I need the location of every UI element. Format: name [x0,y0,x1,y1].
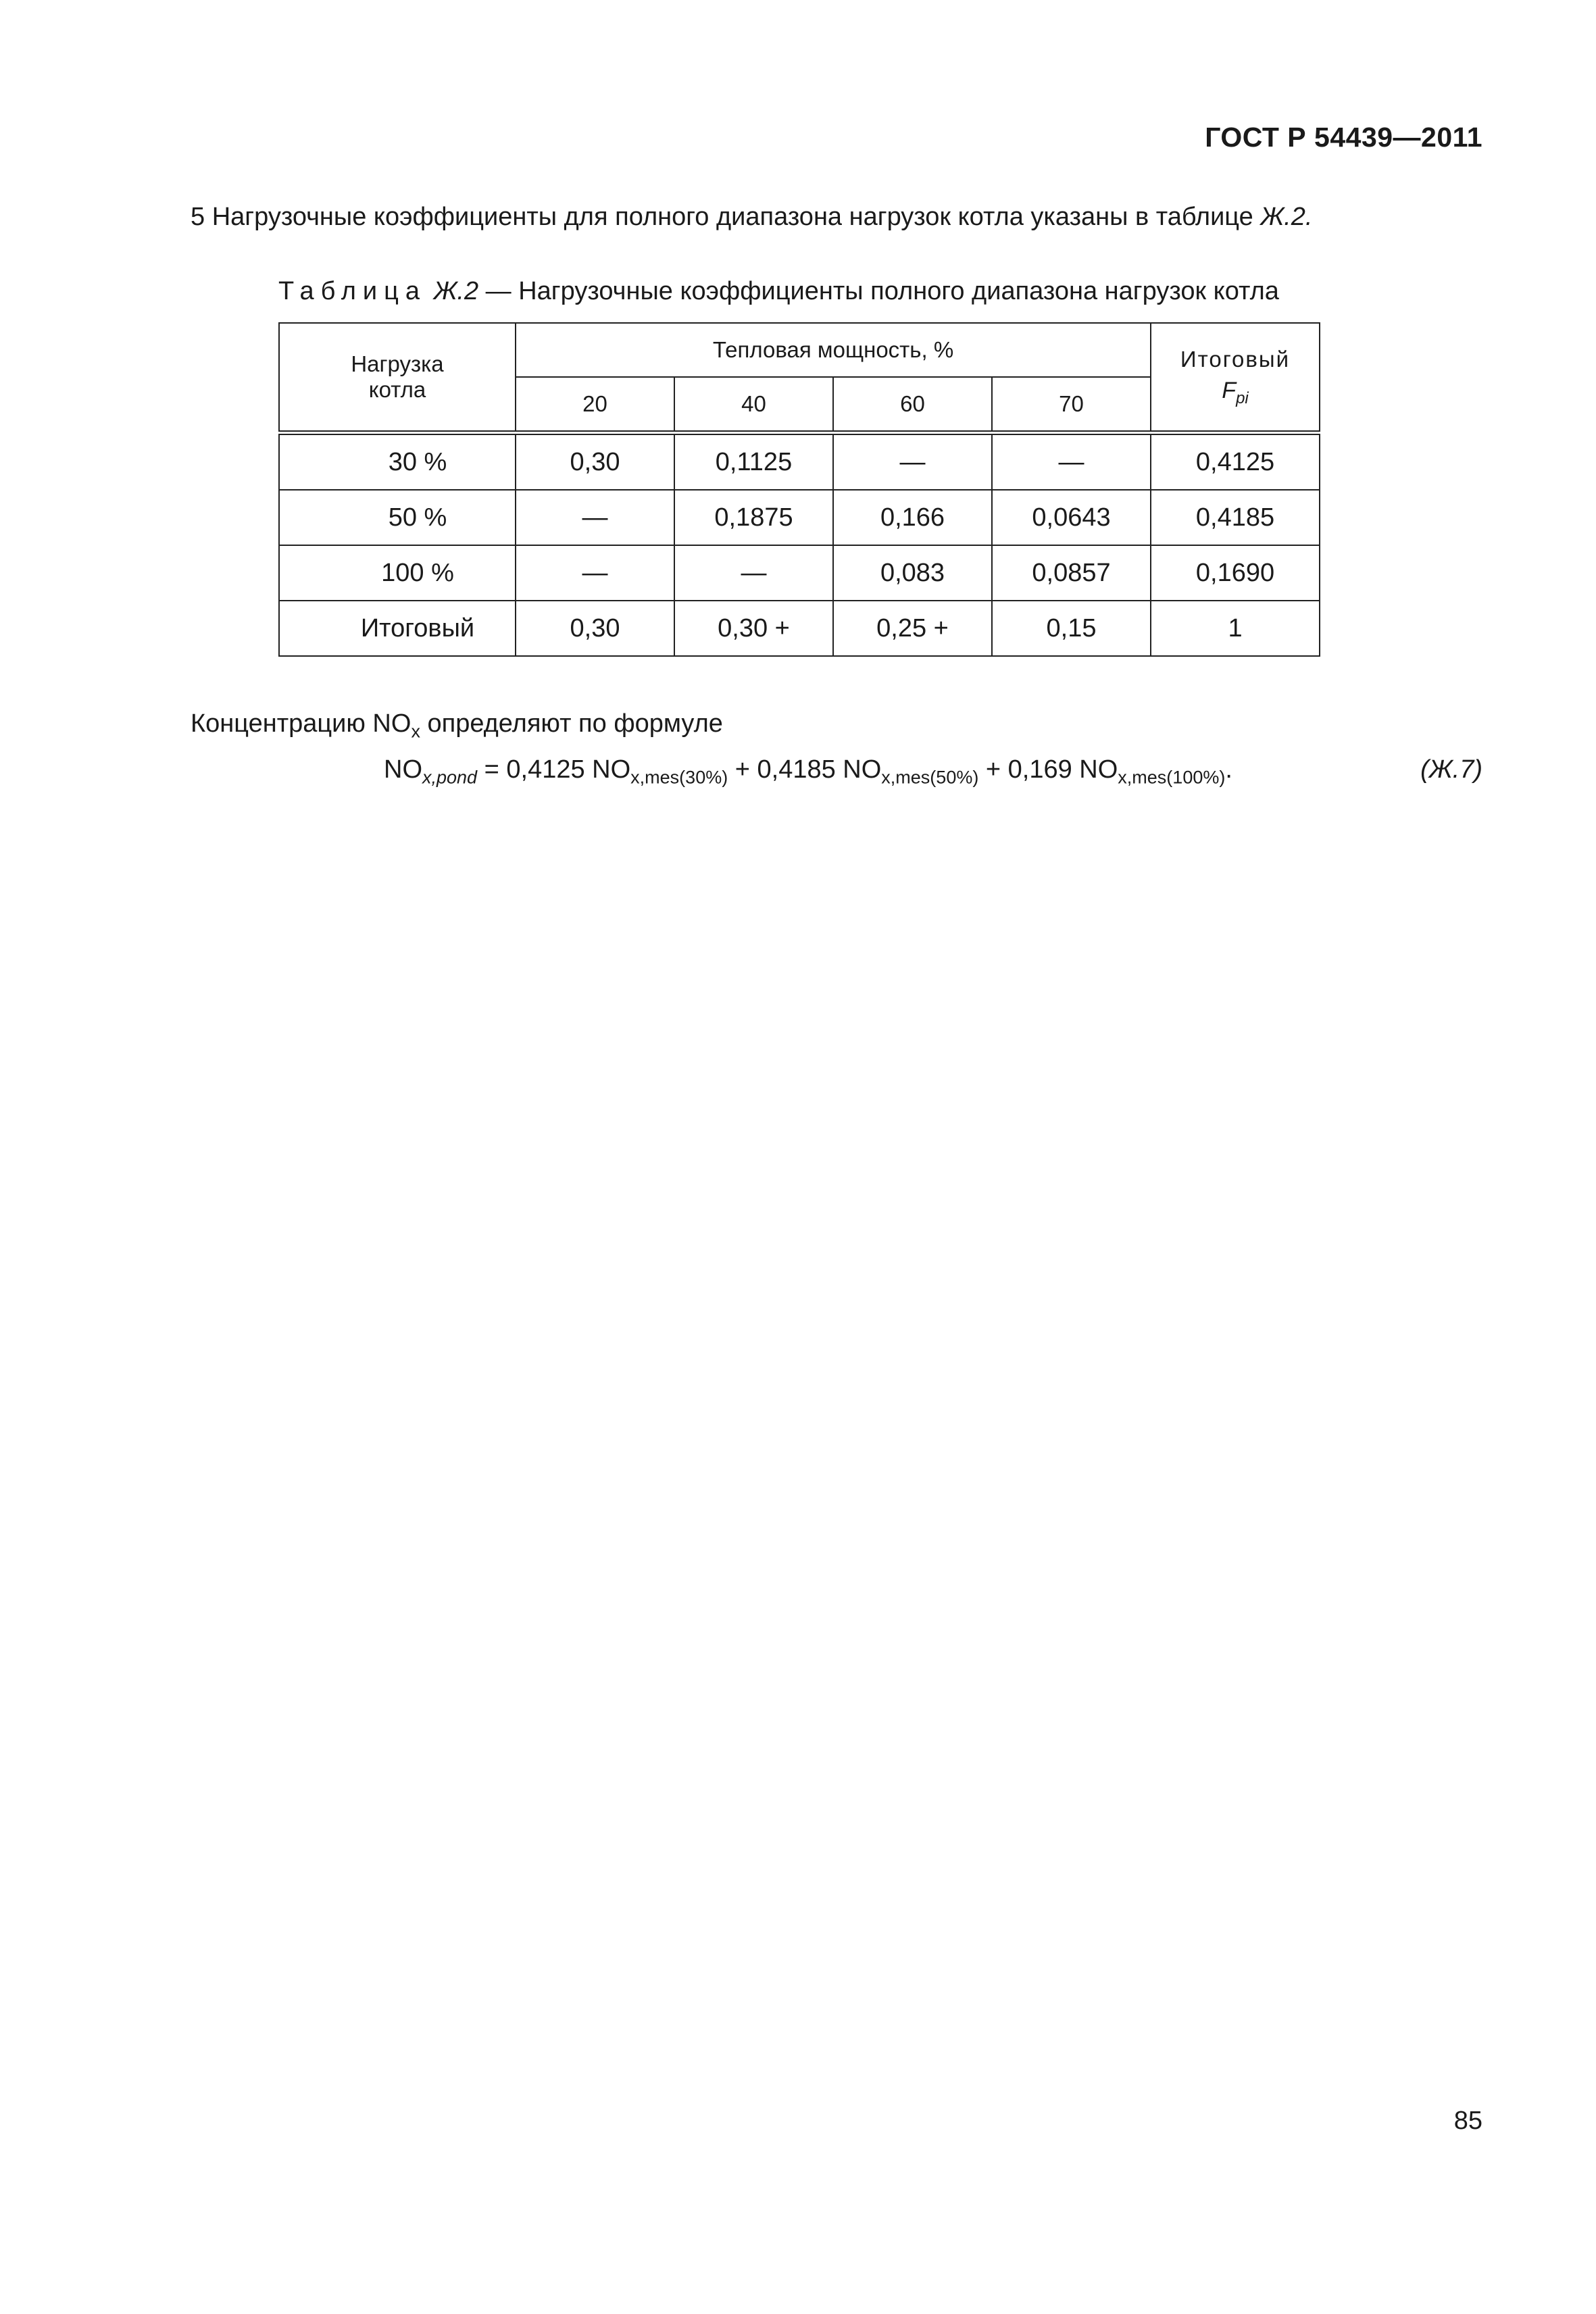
table-cell: 0,1690 [1151,545,1320,601]
formula-intro-text: Концентрацию NO [191,709,412,738]
header-power-60: 60 [833,377,992,433]
table-cell: — [833,433,992,491]
caption-word: Таблица [278,277,426,305]
equation-number: (Ж.7) [1420,755,1482,784]
table-cell: 1 [1151,601,1320,656]
row-label: 50 % [279,490,516,545]
table-cell: 0,30 [516,601,674,656]
caption-text: — Нагрузочные коэффициенты полного диапазона нагрузок котла [478,277,1279,305]
coefficients-table [278,322,1320,657]
table-cell: — [674,545,833,601]
formula-lhs-subscript: x,pond [422,767,478,788]
table-cell: 0,0857 [992,545,1151,601]
table-row [279,433,1320,491]
header-power-70: 70 [992,377,1151,433]
table-cell: — [516,545,674,601]
formula-end: . [1225,755,1232,784]
table-cell: 0,1875 [674,490,833,545]
table-cell: 0,0643 [992,490,1151,545]
formula-intro-tail: определяют по формуле [420,709,723,738]
header-total-symbol: $F_{pi}$ [1222,377,1249,407]
intro-paragraph [191,203,1312,232]
table-cell: 0,166 [833,490,992,545]
formula-lhs: NO [384,755,422,784]
table-row [279,545,1320,601]
header-thermal-power: Тепловая мощность, % [516,323,1151,377]
table-caption [278,277,1279,306]
formula-subscript-1: x,mes(30%) [630,767,728,788]
header-power-40: 40 [674,377,833,433]
table-row-total [279,601,1320,656]
formula-intro [191,709,723,743]
row-label: 100 % [279,545,516,601]
header-total [1151,323,1320,433]
table-reference: Ж.2. [1260,203,1313,231]
table-cell: 0,25 + [833,601,992,656]
row-label: 30 % [279,433,516,491]
formula-term-3: + 0,169 NO [978,755,1118,784]
formula [384,755,1232,788]
header-total-label: Итоговый [1180,346,1291,372]
table-cell: 0,30 [516,433,674,491]
formula-intro-subscript: x [411,721,420,742]
table-cell: 0,4185 [1151,490,1320,545]
table-cell: 0,083 [833,545,992,601]
table-cell: 0,30 + [674,601,833,656]
formula-subscript-2: x,mes(50%) [881,767,979,788]
table-cell: — [516,490,674,545]
table-row [279,490,1320,545]
header-power-20: 20 [516,377,674,433]
table-cell: 0,15 [992,601,1151,656]
caption-number: Ж.2 [433,277,479,305]
header-load: Нагрузка котла [279,323,516,433]
table-cell: 0,4125 [1151,433,1320,491]
row-label: Итоговый [279,601,516,656]
formula-term-2: + 0,4185 NO [728,755,882,784]
document-header: ГОСТ Р 54439—2011 [1205,122,1482,153]
formula-term-1: = 0,4125 NO [477,755,631,784]
formula-subscript-3: x,mes(100%) [1118,767,1226,788]
table-cell: — [992,433,1151,491]
paragraph-text: 5 Нагрузочные коэффициенты для полного диапазона нагрузок котла указаны в таблице [191,203,1261,231]
page-number: 85 [1453,2107,1482,2135]
table-cell: 0,1125 [674,433,833,491]
